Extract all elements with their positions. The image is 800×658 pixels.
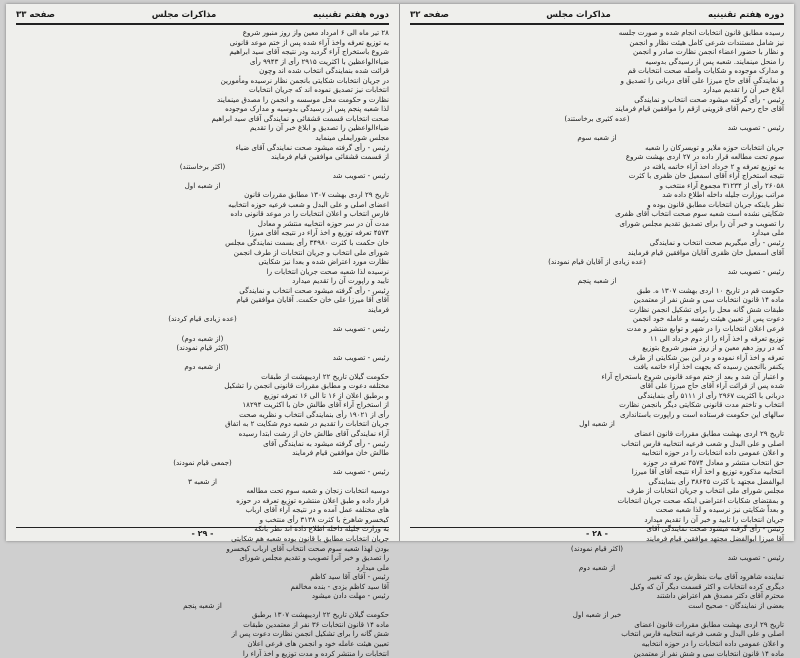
text-line: ضیاءالواعظین را تصدیق و ابلاغ خبر آن را تقدیم [249,123,389,133]
text-line: رئیس - تصویب شد [332,171,389,181]
text-line: از شعبه ۳ [187,476,218,486]
text-line: انتخابات را منتشر کرده و مدت توزیع و اخذ آراء را [242,648,389,658]
text-line: رأی از ۱۹۰۲۱ رأی بنمایندگی انتخاب و نظریه صحت [239,409,389,419]
text-line: انتخابات نیز تصدیق نموده اند که جریان انتخابات [249,85,389,95]
text-line: اصلی و علی البدل و شعب فرعیه انتخابیه فارس انتخاب [621,438,784,448]
text-line: حق انتخاب منتشر و معادل ۴۵۷۴ تعرفه در حوزه [643,457,784,467]
text-line: تاریخ ۲۹ اردی بهشت مطابق مقررات قانون اعضای [634,619,784,629]
text-line: اعضای اصلی و علی البدل و شعب فرعیه حوزه انتخابیه [228,199,389,209]
text-line: دیگری کرده انتخابات و اکثر قسمت دیگر آن که وکیل [630,581,784,591]
text-line: به توزیع تعرفه واخذ آراء شده پس از ختم موعد قانونی [229,37,389,47]
text-line: تعرفه و اخذ آراء نموده و در این بین شکایتی از طرف [628,352,784,362]
text-line: نظارت مورد اعتراض شده و بعدا نیز شکایتی [258,257,389,267]
text-line: ۲۶۰۵۸ رأی از ۳۱۲۳۴ مجموع آراء منتخب و [659,180,784,190]
right-page [400,4,794,658]
text-line: و بمقتضای شکایات اعتراضی اینکه صحت جریان انتخابات [617,495,784,505]
text-line: نرسیده لذا شعبه صحت جریان انتخابات را [266,266,389,276]
left-page-body [16,28,389,658]
text-line: آقای آقا میرزا علی خان حکمت. آقایان موافقین قیام [236,295,389,305]
text-line: فرمایند [367,304,389,314]
text-line: تاریخ ۲۹ اردی بهشت مطابق مقررات قانون اعضای [634,428,784,438]
text-line: طبقات شش گانه محل را برای تشکیل انجمن نظارت [629,304,784,314]
text-line: رئیس - رأی گرفته میشود صحت انتخاب و نمایندگی [634,94,784,104]
text-line: آقای اسمعیل خان ظفری آقایان موافقین قیام فرمایند [627,247,784,257]
text-line: حکومت قم در تاریخ ۱۰ اردی بهشت ۱۳۰۷ ه. طبق [636,285,784,295]
text-line: دعوت پس از تعیین هیئت رئیسه و عامله خود انجمن [632,314,784,324]
text-line: به توزیع تعرفه و ۲ خرداد اخذ آراء خاتمه یافته در [643,161,784,171]
text-line: و اعلان عمومی داده انتخابات را در حوزه انتخابیه [641,448,784,458]
text-line: مجلس شورای ملی انتخاب و جریان انتخابات از طرف [627,486,784,496]
text-line: فرعی اعلان انتخابات را در شهر و توابع منتشر و مدت [626,323,784,333]
text-line: از شعبه پنجم [577,276,617,286]
text-line: آقای حاج رحیم آقای قزوینی ازقم را موافقین قیام فرمایند [614,104,784,114]
text-line: مراتب بوزارت جلیله داخله اطلاع داده شد [662,190,784,200]
text-line: حکومت گیلان تاریخ ۲۲ اردیبهشت از طبقات [261,371,389,381]
text-line: رئیس - تصویب شد [332,467,389,477]
text-line: از شعبه سوم [577,133,617,143]
right-page-header [410,8,784,25]
text-line: رسیده مطابق قانون انتخابات انجام شده و صورت جلسه [618,28,784,37]
text-line: ابوالفضل مجتهد با کثرت ۳۸۶۴۵ رأی بنمایندگی [648,476,784,486]
text-line: جریان انتخابات را تایید و خبر آن را تقدیم میدارد [644,514,784,524]
text-line: مجلس شورایملی مینماید [315,133,389,143]
text-line: نتیجه استخراج آراء آقای اسمعیل خان ظفری با کثرت [628,171,784,181]
text-line: و نظار با حضور اعضاء انجمن نظارت صادر و انجمن [632,47,784,57]
text-line: نماینده شاهرود آقای بیات بنظرش بود که تغییر [647,572,784,582]
text-line: (عده زیادی قیام کردند) [168,314,237,324]
text-line: رئیس - تصویب شد [332,352,389,362]
text-line: و نمایندگی آقای حاج میرزا علی آقای دربانی را تصدیق و [620,75,784,85]
text-line: انتخابیه مذکوره توزیع و اخذ آراء نتیجه آقای آقا میرزا [631,467,784,477]
text-line: جریان انتخابات حوزه ملایر و تویسرکان را شعبه [645,142,784,152]
left-page-footer: - ۲۹ - [16,527,389,538]
right-page-footer: - ۲۸ - [410,527,784,538]
left-page-header [16,8,389,25]
text-line: از شعبه اول [184,180,221,190]
right-header-title: مذاکرات مجلس [546,10,611,20]
text-line: دربانی با اکثریت ۲۹۶۷ رأی از ۵۱۱۱ رأی بنمایندگی [637,390,784,400]
text-line: رئیس - رأی گرفته میشود صحت نمایندگی آقای [646,524,784,534]
text-line: صحت انتخابات قسمت قشقائی و نمایندگی آقای سید ابراهیم [211,113,389,123]
text-line: آراء نمایندگی آقای طالش خان از رشت ابتدا رسیده [238,428,389,438]
text-line: قرائت شده بنمایندگی انتخاب شده اند وچون [259,66,389,76]
text-line: (از شعبه دوم) [181,333,224,343]
text-line: ملی میدارد [356,562,389,572]
text-line: های مختلفه عمل آمده و در نتیجه آراء آقای ارباب [245,505,389,515]
text-line: رئیس - رأی گرفته میشود به نمایندگی آقای [263,438,389,448]
text-line: آقا سید کاظم یزدی - بنده مخالفم [290,581,389,591]
text-line: قرار داده و طبق اعلان منتشره توزیع تعرفه در حوزه [236,495,389,505]
text-line: رئیس - رأی گرفته میشود صحت نمایندگی آقای ضیاء [235,142,389,152]
text-line: شده پس از قرائت آراء آقای حاج میرزا علی آقای [639,381,784,391]
left-page [6,4,400,658]
text-line: دوسیه انتخابات زنجان و شعبه سوم تحت مطالعه [246,486,389,496]
text-line: تعیین هیئت عامله خود و انجمن های فرعی اعلان [247,639,389,648]
text-line: در جریان انتخابات شکایتی بانجمن نظار نرسیده ومأمورین [220,75,389,85]
text-line: محترم آقای دکتر مصدق هم اعتراض داشتند [656,591,784,601]
text-line: را تصدیق و خبر آنرا تصویب و تقدیم مجلس شورای [239,553,389,563]
book-spread [6,4,794,658]
text-line: نظارت و حکومت محل موسسه و انجمن را مصدق مینمایند [216,94,389,104]
text-line: خان حکمت با کثرت ۳۴۹۸۰ رأی بسمت نمایندگی مجلس [225,238,389,248]
text-line: بعضی از نمایندگان - صحیح است [688,600,784,610]
right-page-body [410,28,784,658]
text-line: ماده ۱۴ قانون انتخابات سی و شش نفر از معتمدین [633,648,784,658]
text-line: مختلفه دعوت و مطابق مقررات قانونی انجمن را تشکیل [224,381,389,391]
text-line: آقا میرزا ابوالفضل مجتهد موافقین قیام فرمایند [646,533,784,543]
text-line: شروع باستخراج آراء گردید ودر نتیجه آقای سید ابراهیم [229,47,389,57]
text-line: از شعبه پنجم [183,600,222,610]
text-line: ضیاءالواعظین با اکثریت ۲۹۱۵ رأی از ۹۹۴۳ رأی [249,56,389,66]
text-line: بودن لهذا شعبه سوم صحت انتخاب آقای ارباب کیخسرو [226,543,389,553]
text-line: اصلی و علی البدل و شعب فرعیه انتخابیه فارس انتخاب [621,629,784,639]
text-line: نیز شامل مستندات شرعی کامل هیئت نظار و انجمن [629,37,784,47]
left-header-title: مذاکرات مجلس [151,10,217,20]
text-line: ۲۸ تیر ماه الی ۶ امرداد معین واز روز منبور شروع [242,28,389,37]
left-header-page-number: صفحه ۳۳ [16,10,55,20]
text-line: رئیس - تصویب شد [727,123,784,133]
text-line: جریان انتخابات را تقدیم در شعبه دوم شکایت ۲ به اتفاق [225,419,389,429]
text-line: به وزارت جلیله داخله اطلاع داده اند نظر بانکه [254,524,389,534]
text-line: رئیس - تصویب شد [727,266,784,276]
text-line: خبر از شعبه اول [572,610,622,620]
text-line: (اکثر قیام نمودند) [176,343,229,353]
text-line: شکایتی نشده است شعبه سوم صحت انتخاب آقای ظفری [615,209,784,219]
text-line: و بعداً شکایتی نیز نرسیده و لذا شعبه صحت [655,505,784,515]
text-line: ملی میدارد [751,228,784,238]
text-line: رئیس - تصویب شد [332,323,389,333]
text-line: ۴۵۷۴ تعرفه توزیع و اخذ آراء در نتیجه آقای میرزا [248,228,389,238]
text-line: از استخراج آراء آقای طالش خان با اکثریت ۱۸۲۹۴ [242,400,389,410]
text-line: رئیس - رأی میگیریم صحت انتخاب و نمایندگی [649,238,784,248]
text-line: از قسمت قشقائی موافقین قیام فرمایند [271,152,389,162]
left-header-volume: دوره هفتم تقنینیه [313,10,389,20]
text-line: را منحل مینمایند. شعبه پس از رسیدگی بدوسیه [645,56,784,66]
text-line: سوم تحت مطالعه قرار داده در ۲۷ اردی بهشت شروع [625,152,784,162]
text-line: از شعبه اول [579,419,615,429]
text-line: نظر باینکه جریان انتخابات مطابق قانون بوده و [647,199,784,209]
text-line: (جمعی قیام نمودند) [173,457,232,467]
text-line: که در روز دهم معین و از روز منبور شروع بتوزیع [642,343,784,353]
text-line: (اکثر قیام نمودند) [570,543,624,553]
text-line: و اعتبار آن شد و بعد از ختم موعد قانونی شروع باستخراج آراء [601,371,784,381]
text-line: انتخاب و تاختم مدت قانونی شکایتی دیگر بانجمن نظارت [619,400,784,410]
text-line: تایید و راپورت آن را تقدیم میدارد [292,276,389,286]
text-line: یکنفر باانجمن رسیده که بجهت اخذ آراء خاتمه یافت [633,362,784,372]
text-line: شش گانه را برای تشکیل انجمن نظارت دعوت پس از [231,629,389,639]
text-line: از شعبه دوم [578,562,616,572]
text-line: مدت آن در سر حوزه انتخابیه منتشر و معادل [257,218,389,228]
text-line: ماده ۱۴ قانون انتخابات ۳۶ نفر از معتمدین طبقات [243,619,389,629]
text-line: تاریخ ۲۹ اردی بهشت ۱۳۰۷ مطابق مقررات قانون [244,190,389,200]
text-line: ماده ۱۴ قانون انتخابات سی و شش نفر از معتمدین [633,295,784,305]
text-line: و اعلان عمومی داده انتخابات را در حوزه انتخابیه [641,639,784,648]
text-line: سالهای این حکومت فرستاده است و راپورت باستانداری [619,409,784,419]
text-line: (عده کثیری برخاستند) [564,113,630,123]
text-line: لذا شعبه پنجم پس از رسیدگی بدوسیه و مدارک موجوده [225,104,389,114]
right-header-page-number: صفحه ۳۲ [410,10,449,20]
text-line: و برطبق اعلان از ۱۶ تا الی ۱۶ تعرفه توزیع [263,390,389,400]
text-line: رئیس - رأی گرفته میشود صحت انتخاب و نمایندگی [239,285,389,295]
text-line: حکومت گیلان تاریخ ۲۲ اردیبهشت ۱۳۰۷ برطبق [251,610,389,620]
text-line: (عده زیادی از آقایان قیام نمودند) [548,257,646,267]
text-line: شورای ملی انتخاب و جریان انتخابات از طرف انجمن [233,247,389,257]
text-line: و مدارک موجوده و شکایات واصله صحت انتخابات قم [627,66,784,76]
text-line: رئیس - مهلت دادن میشود [311,591,389,601]
text-line: رئیس - آقای آقا سید کاظم [310,572,389,582]
text-line: را تصویب و خبر آن را برای تصدیق تقدیم مجلس شورای [619,218,784,228]
text-line: جریان انتخابات مطابق با قانون بوده شعبه هم شکایتی [231,533,389,543]
text-line: (اکثر برخاستند) [179,161,226,171]
text-line: رئیس - تصویب شد [727,553,784,563]
text-line: فارس انتخاب و اعلان انتخابات را در موعد قانونی داده [230,209,389,219]
right-header-volume: دوره هفتم تقنینیه [708,10,784,20]
text-line: از شعبه دوم [184,362,221,372]
text-line: توزیع تعرفه و اخذ آراء را از دوم خرداد الی ۱۱ [649,333,784,343]
text-line: ابلاغ خبر آن را تقدیم میدارد [703,85,784,95]
text-line: طالش خان موافقین قیام فرمایند [292,448,389,458]
text-line: کیخسرو شاهرخ با کثرت ۳۱۳۸ رأی منتخب و [259,514,389,524]
